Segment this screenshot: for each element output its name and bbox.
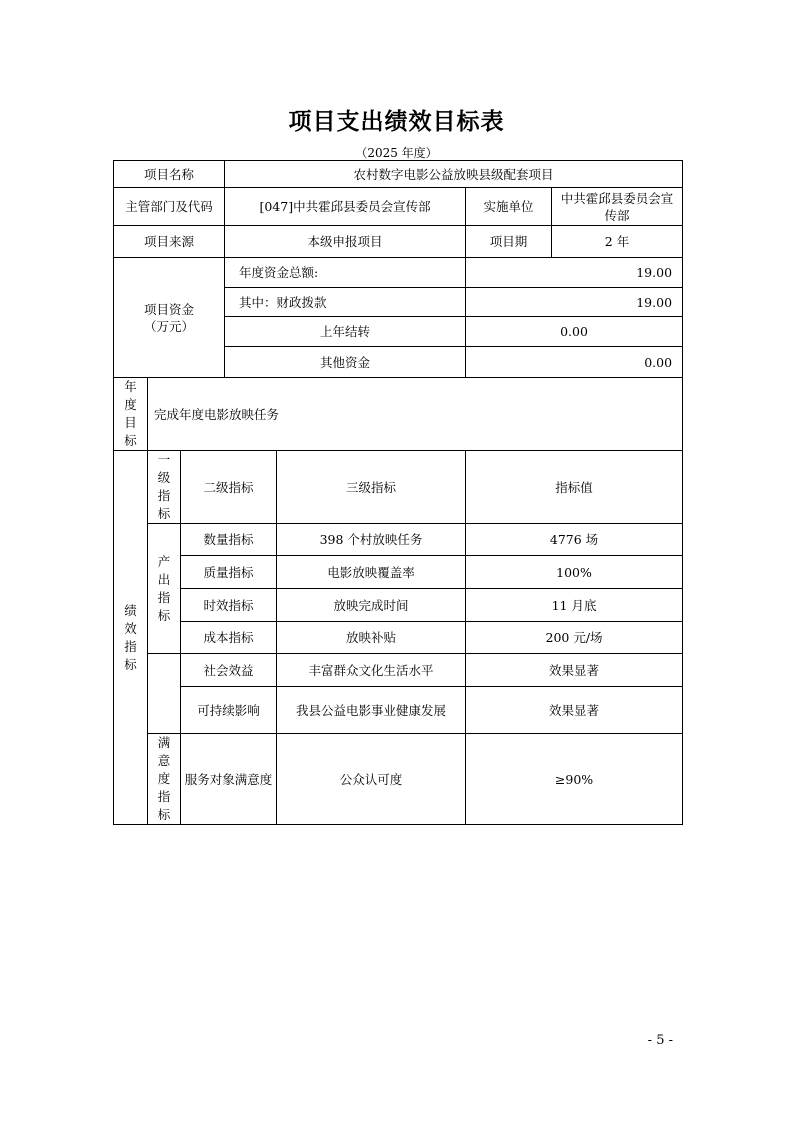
value-header: 指标值 bbox=[466, 451, 683, 524]
level3-header: 三级指标 bbox=[277, 451, 466, 524]
funds-carryover-label: 上年结转 bbox=[225, 317, 466, 347]
table-row bbox=[114, 687, 683, 734]
satisfaction-indicator-label: 满 意 度 指 标 bbox=[148, 734, 181, 825]
funds-label-cell bbox=[114, 258, 225, 378]
level3-cell: 电影放映覆盖率 bbox=[277, 556, 466, 589]
value-cell: 200 元/场 bbox=[466, 622, 683, 654]
value-cell: 11 月底 bbox=[466, 589, 683, 622]
project-name-row bbox=[114, 161, 683, 188]
department-value: [047]中共霍邱县委员会宣传部 bbox=[225, 188, 466, 226]
output-indicator-label: 产 出 指 标 bbox=[148, 524, 181, 654]
effect-indicator-label bbox=[148, 654, 181, 734]
annual-goal-row bbox=[114, 378, 683, 451]
value-cell: 4776 场 bbox=[466, 524, 683, 556]
page-title: 项目支出绩效目标表 bbox=[288, 109, 505, 135]
level2-cell: 时效指标 bbox=[181, 589, 277, 622]
source-row bbox=[114, 226, 683, 258]
level3-cell: 放映完成时间 bbox=[277, 589, 466, 622]
level3-cell: 放映补贴 bbox=[277, 622, 466, 654]
table-row bbox=[114, 734, 683, 825]
implementer-value: 中共霍邱县委员会宣传部 bbox=[552, 188, 683, 226]
funds-label: 项目资金 bbox=[144, 301, 195, 317]
source-value: 本级申报项目 bbox=[225, 226, 466, 258]
department-label: 主管部门及代码 bbox=[114, 188, 225, 226]
level3-cell: 398 个村放映任务 bbox=[277, 524, 466, 556]
funds-other-label: 其他资金 bbox=[225, 347, 466, 378]
table-row bbox=[114, 524, 683, 556]
year-subtitle: （2025 年度） bbox=[355, 146, 438, 160]
period-label: 项目期 bbox=[466, 226, 552, 258]
level2-cell: 数量指标 bbox=[181, 524, 277, 556]
level3-cell: 公众认可度 bbox=[277, 734, 466, 825]
source-label: 项目来源 bbox=[114, 226, 225, 258]
table-row bbox=[114, 556, 683, 589]
implementer-label: 实施单位 bbox=[466, 188, 552, 226]
performance-indicator-label: 绩 效 指 标 bbox=[114, 451, 148, 825]
value-cell: 100% bbox=[466, 556, 683, 589]
level2-cell: 成本指标 bbox=[181, 622, 277, 654]
level3-cell: 丰富群众文化生活水平 bbox=[277, 654, 466, 687]
level1-header: 一 级 指 标 bbox=[148, 451, 181, 524]
funds-total-value: 19.00 bbox=[466, 258, 683, 288]
annual-goal-label: 年 度 目 标 bbox=[114, 378, 148, 451]
funds-fiscal-label: 其中：财政拨款 bbox=[225, 288, 466, 317]
annual-goal-text: 完成年度电影放映任务 bbox=[148, 378, 683, 451]
indicator-header-row bbox=[114, 451, 683, 524]
funds-row-total bbox=[114, 258, 683, 288]
funds-unit: （万元） bbox=[144, 318, 195, 334]
level2-cell: 社会效益 bbox=[181, 654, 277, 687]
level2-header: 二级指标 bbox=[181, 451, 277, 524]
funds-total-label: 年度资金总额: bbox=[225, 258, 466, 288]
project-name-value: 农村数字电影公益放映县级配套项目 bbox=[225, 161, 683, 188]
project-name-label: 项目名称 bbox=[114, 161, 225, 188]
department-row bbox=[114, 188, 683, 226]
funds-other-value: 0.00 bbox=[466, 347, 683, 378]
table-row bbox=[114, 622, 683, 654]
value-cell: 效果显著 bbox=[466, 687, 683, 734]
period-value: 2 年 bbox=[552, 226, 683, 258]
level3-cell: 我县公益电影事业健康发展 bbox=[277, 687, 466, 734]
performance-table bbox=[113, 160, 683, 825]
value-cell: 效果显著 bbox=[466, 654, 683, 687]
funds-fiscal-value: 19.00 bbox=[466, 288, 683, 317]
value-cell: ≥90% bbox=[466, 734, 683, 825]
table-row bbox=[114, 654, 683, 687]
level2-cell: 可持续影响 bbox=[181, 687, 277, 734]
level2-cell: 服务对象满意度 bbox=[181, 734, 277, 825]
funds-carryover-value: 0.00 bbox=[466, 317, 683, 347]
table-row bbox=[114, 589, 683, 622]
level2-cell: 质量指标 bbox=[181, 556, 277, 589]
page-number: - 5 - bbox=[647, 1033, 673, 1048]
